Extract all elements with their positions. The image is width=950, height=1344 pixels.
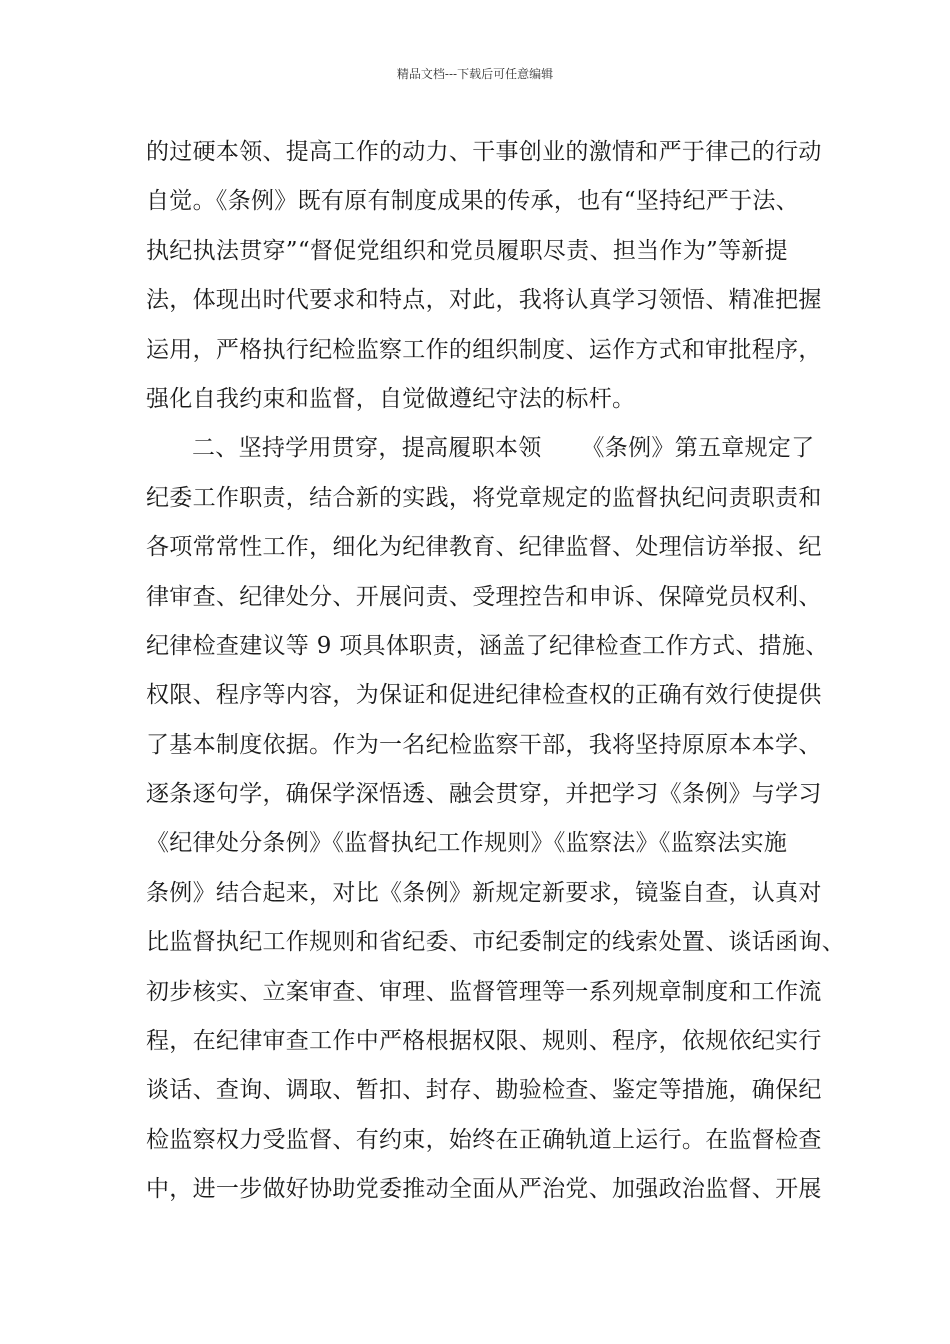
text-line: 了基本制度依据。作为一名纪检监察干部，我将坚持原原本本学、 bbox=[146, 731, 822, 758]
text-line: 条例》结合起来，对比《条例》新规定新要求，镜鉴自查，认真对 bbox=[146, 879, 822, 906]
document-body bbox=[146, 128, 845, 1215]
text-line: 《纪律处分条例》《监督执纪工作规则》《监察法》《监察法实施 bbox=[146, 830, 788, 857]
text-line: 比监督执纪工作规则和省纪委、市纪委制定的线索处置、谈话函询、 bbox=[146, 929, 845, 956]
text-line: 检监察权力受监督、有约束，始终在正确轨道上运行。在监督检查 bbox=[146, 1126, 822, 1153]
section-heading-continuation: 《条例》第五章规定了 bbox=[581, 435, 815, 462]
text-line: 自觉。《条例》既有原有制度成果的传承，也有“坚持纪严于法、 bbox=[146, 188, 799, 215]
text-line: 执纪执法贯穿”“督促党组织和党员履职尽责、担当作为”等新提 bbox=[146, 237, 788, 264]
text-line: 强化自我约束和监督，自觉做遵纪守法的标杆。 bbox=[146, 385, 636, 412]
text-line: 运用，严格执行纪检监察工作的组织制度、运作方式和审批程序， bbox=[146, 336, 822, 363]
text-line: 中，进一步做好协助党委推动全面从严治党、加强政治监督、开展 bbox=[146, 1176, 822, 1203]
text-line: 纪委工作职责，结合新的实践，将党章规定的监督执纪问责职责和 bbox=[146, 484, 822, 511]
section-heading: 二、坚持学用贯穿，提高履职本领 bbox=[192, 435, 542, 462]
text-line: 的过硬本领、提高工作的动力、干事创业的激情和严于律己的行动 bbox=[146, 139, 822, 165]
text-line: 谈话、查询、调取、暂扣、封存、勘验检查、鉴定等措施，确保纪 bbox=[146, 1077, 822, 1104]
text-line: 法，体现出时代要求和特点，对此，我将认真学习领悟、精准把握 bbox=[146, 287, 822, 314]
text-line: 纪律检查建议等 9 项具体职责，涵盖了纪律检查工作方式、措施、 bbox=[146, 632, 829, 659]
text-line: 逐条逐句学，确保学深悟透、融会贯穿，并把学习《条例》与学习 bbox=[146, 781, 822, 808]
section-heading-line bbox=[146, 424, 826, 473]
text-line: 初步核实、立案审查、审理、监督管理等一系列规章制度和工作流 bbox=[146, 978, 822, 1005]
text-line: 各项常常性工作，细化为纪律教育、纪律监督、处理信访举报、纪 bbox=[146, 534, 822, 561]
text-line: 律审查、纪律处分、开展问责、受理控告和申诉、保障党员权利、 bbox=[146, 583, 822, 610]
text-line: 程，在纪律审查工作中严格根据权限、规则、程序，依规依纪实行 bbox=[146, 1028, 822, 1055]
page-header: 精品文档---下载后可任意编辑 bbox=[396, 67, 554, 81]
text-line: 权限、程序等内容，为保证和促进纪律检查权的正确有效行使提供 bbox=[146, 682, 822, 709]
